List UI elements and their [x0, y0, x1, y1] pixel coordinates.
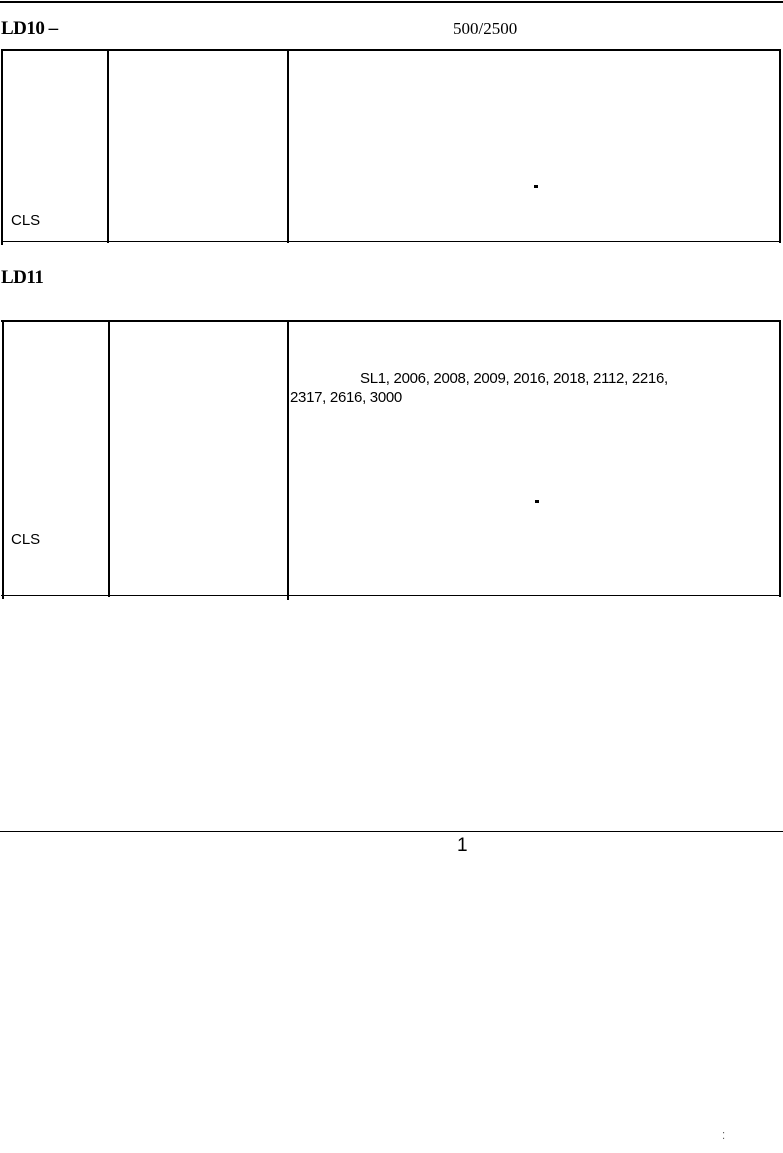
table2-col-divider-2 — [287, 320, 289, 600]
section1-subtitle: 500/2500 — [453, 19, 518, 38]
table1-col-divider-1 — [107, 49, 109, 243]
table1-right-border — [779, 49, 781, 243]
footer-rule — [0, 831, 783, 832]
table1-top-border — [1, 49, 781, 51]
table1-bottom-border — [1, 241, 781, 242]
page-number: 1 — [457, 835, 468, 856]
table1-bullet-mark — [534, 185, 538, 188]
table1-left-border — [1, 49, 3, 245]
top-rule — [0, 1, 783, 3]
table1-cls-label: CLS — [11, 212, 41, 229]
table2-cls-label: CLS — [11, 531, 41, 548]
table2-sets-line-2: 2317, 2616, 3000 — [290, 389, 402, 406]
table2-sets-line-1: SL1, 2006, 2008, 2009, 2016, 2018, 2112, 2216, — [360, 370, 668, 387]
section2-title: LD11 — [1, 267, 44, 288]
table1-col-divider-2 — [287, 49, 289, 243]
table2-col-divider-1 — [108, 320, 110, 597]
table2-right-border — [779, 320, 781, 597]
table2-left-border — [2, 320, 4, 599]
table2-bullet-mark — [535, 500, 539, 503]
table2-bottom-border — [1, 595, 781, 596]
section1-title: LD10 – — [1, 18, 58, 39]
scan-speck: ⁚ — [722, 1131, 726, 1142]
table2-top-border — [1, 320, 781, 322]
